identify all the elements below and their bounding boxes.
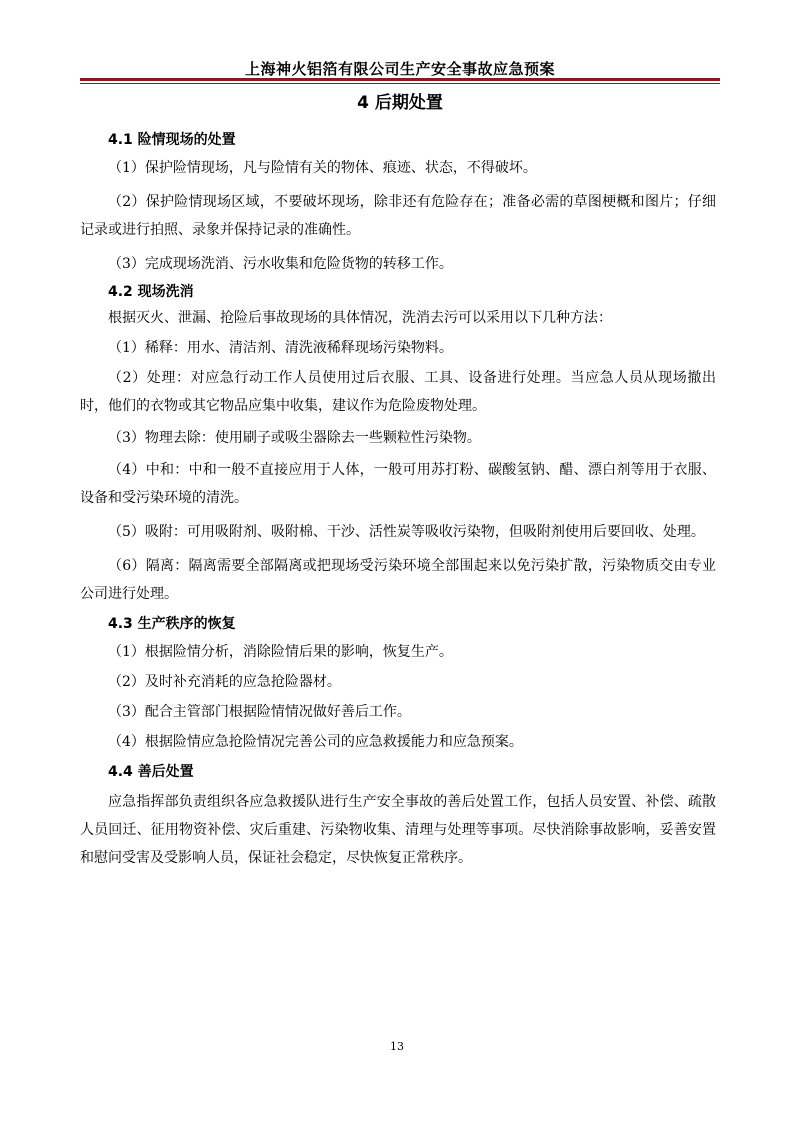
page-number: 13 [390,1040,404,1053]
page-content [80,90,716,872]
section-title-4-1: 4.1 险情现场的处置 [108,132,236,148]
paragraph: （3）完成现场洗消、污水收集和危险货物的转移工作。 [108,256,453,272]
page-header-title: 上海神火铝箔有限公司生产安全事故应急预案 [244,60,555,78]
section-title-4-4: 4.4 善后处置 [108,764,194,780]
paragraph: （6）隔离：隔离需要全部隔离或把现场受污染环境全部围起来以免污染扩散，污染物质交由专业公司进行处理。 [80,558,716,602]
header-rule-thin [80,83,720,84]
paragraph: （1）保护险情现场，凡与险情有关的物体、痕迹、状态，不得破坏。 [108,160,537,176]
paragraph: （1）根据险情分析，消除险情后果的影响，恢复生产。 [108,644,453,660]
paragraph: （2）保护险情现场区域，不要破坏现场，除非还有危险存在；准备必需的草图梗概和图片；仔细记录或进行拍照、录象并保持记录的准确性。 [80,194,716,238]
paragraph: （3）物理去除：使用刷子或吸尘器除去一些颗粒性污染物。 [108,430,481,446]
paragraph: （2）处理：对应急行动工作人员使用过后衣服、工具、设备进行处理。当应急人员从现场撤出时，他们的衣物或其它物品应集中收集，建议作为危险废物处理。 [80,370,716,414]
paragraph: （1）稀释：用水、清洁剂、清洗液稀释现场污染物料。 [108,340,453,356]
paragraph: （2）及时补充消耗的应急抢险器材。 [108,674,341,690]
paragraph: （4）中和：中和一般不直接应用于人体，一般可用苏打粉、碳酸氢钠、醋、漂白剂等用于衣服、设备和受污染环境的清洗。 [80,462,716,506]
header-rule-thick [80,78,720,81]
paragraph: （4）根据险情应急抢险情况完善公司的应急救援能力和应急预案。 [108,734,523,750]
chapter-title: 4 后期处置 [357,93,443,113]
paragraph: （3）配合主管部门根据险情情况做好善后工作。 [108,704,411,720]
section-title-4-3: 4.3 生产秩序的恢复 [108,616,236,632]
paragraph: （5）吸附：可用吸附剂、吸附棉、干沙、活性炭等吸收污染物，但吸附剂使用后要回收、处理。 [108,524,705,540]
paragraph: 应急指挥部负责组织各应急救援队进行生产安全事故的善后处置工作，包括人员安置、补偿、疏散人员回迁、征用物资补偿、灾后重建、污染物收集、清理与处理等事项。尽快消除事故影响，妥善安置和慰问受害及受影响人员，保证社会稳定，尽快恢复正常秩序。 [80,794,716,866]
paragraph: 根据灭火、泄漏、抢险后事故现场的具体情况，洗消去污可以采用以下几种方法： [108,310,612,326]
section-title-4-2: 4.2 现场洗消 [108,284,194,300]
